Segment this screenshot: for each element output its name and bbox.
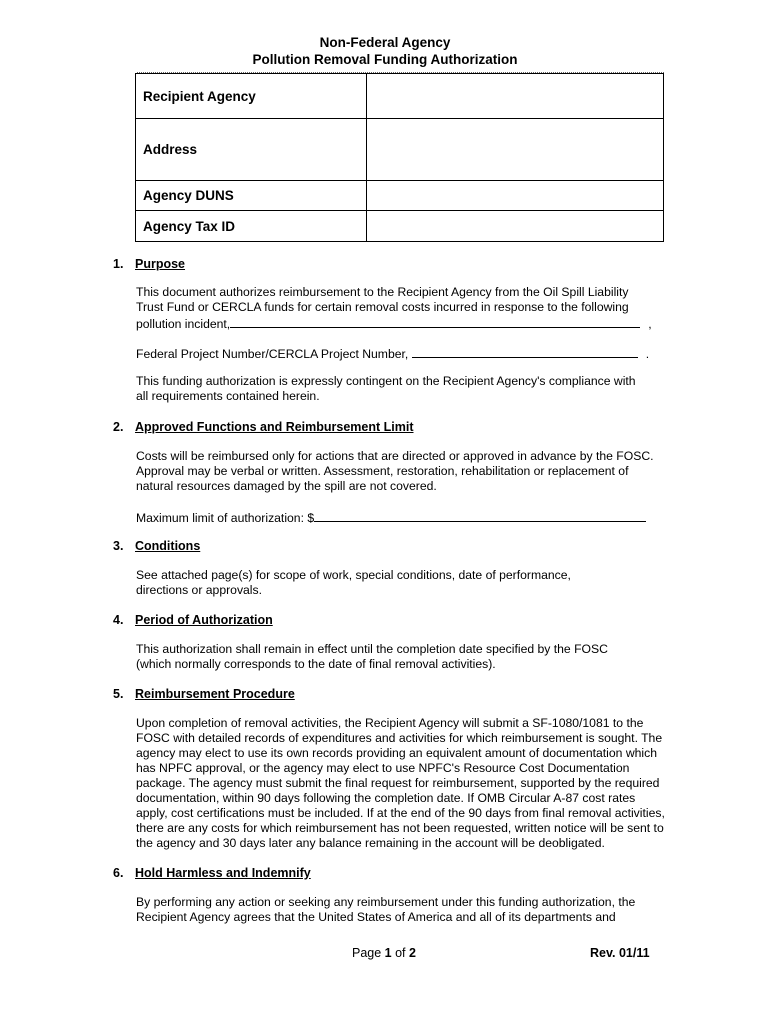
purpose-paragraph: This document authorizes reimbursement to the Recipient Agency from the Oil Spill Liability Trust Fund or CERCLA funds for certain removal costs incurred in response to the following pollution incident, , [136,285,652,331]
section-2-heading: 2. Approved Functions and Reimbursement Limit [113,420,414,434]
agency-tax-id-label: Agency Tax ID [136,211,367,242]
approved-functions-paragraph: Costs will be reimbursed only for actions that are directed or approved in advance by the FOSC. Approval may be verbal or written. Assessment, restoration, rehabilitation or replacement of natural resources damaged by the spill are not covered. [136,449,654,493]
agency-duns-field[interactable] [367,181,664,211]
section-6-heading: 6. Hold Harmless and Indemnify [113,866,311,880]
max-limit-field[interactable] [314,509,646,522]
period-paragraph: This authorization shall remain in effect until the completion date specified by the FOSC (which normally corresponds to the date of final removal activities). [136,642,608,671]
section-1-heading: 1. Purpose [113,257,186,271]
agency-info-table [135,73,664,242]
document-subtitle: Pollution Removal Funding Authorization [252,52,518,67]
agency-duns-label: Agency DUNS [136,181,367,211]
section-5-heading: 5. Reimbursement Procedure [113,687,295,701]
hold-harmless-paragraph: By performing any action or seeking any reimbursement under this funding authorization, the Recipient Agency agrees that the United States of America and all of its departments and [136,895,636,924]
max-limit-line: Maximum limit of authorization: $ [136,509,646,526]
reimbursement-paragraph: Upon completion of removal activities, the Recipient Agency will submit a SF-1080/1081 to the FOSC with detailed records of expenditures and activities for which reimbursement is sought. The agency may elect to use its own records providing an equivalent amount of documentation which has NPFC approval, or the agency may elect to use NPFC's Resource Cost Documentation package. The agency must submit the final request for reimbursement, supported by the required documentation, within 90 days following the completion date. If OMB Circular A-87 cost rates apply, cost certifications must be included. If at the end of the 90 days from final removal activities, there are any costs for which reimbursement has not been requested, written notice will be sent to the agency and 30 days later any balance remaining in the account will be deobligated. [136,716,665,850]
pollution-incident-field[interactable] [230,315,640,328]
page-number: Page 1 of 2 [352,946,416,960]
contingency-paragraph: This funding authorization is expressly contingent on the Recipient Agency's compliance with all requirements contained herein. [136,374,636,403]
recipient-agency-label: Recipient Agency [136,74,367,119]
conditions-paragraph: See attached page(s) for scope of work, special conditions, date of performance, directions or approvals. [136,568,571,597]
address-field[interactable] [367,119,664,181]
document-title: Non-Federal Agency [319,35,451,50]
project-number-line: Federal Project Number/CERCLA Project Number, . [136,347,650,361]
project-number-field[interactable] [412,345,638,358]
address-label: Address [136,119,367,181]
agency-tax-id-field[interactable] [367,211,664,242]
section-3-heading: 3. Conditions [113,539,201,553]
section-4-heading: 4. Period of Authorization [113,613,273,627]
recipient-agency-field[interactable] [367,74,664,119]
revision-label: Rev. 01/11 [590,946,650,960]
